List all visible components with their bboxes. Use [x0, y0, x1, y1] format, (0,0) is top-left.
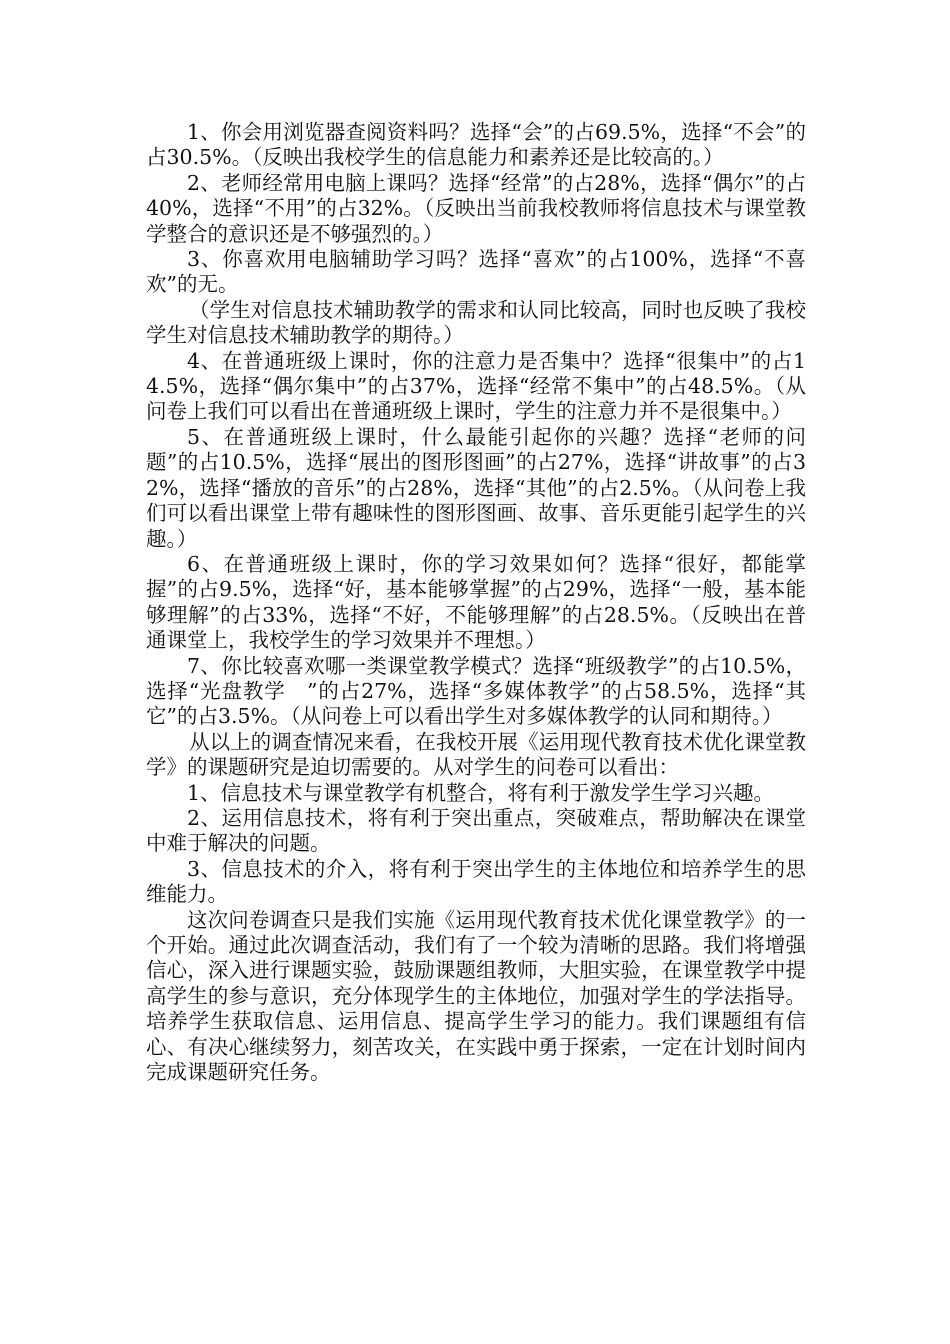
paragraph-q3-note: （学生对信息技术辅助教学的需求和认同比较高，同时也反映了我校学生对信息技术辅助教学的期待。） — [146, 297, 806, 348]
paragraph-q7: 7、你比较喜欢哪一类课堂教学模式？选择“班级教学”的占10.5%，选择“光盘教学 ”的占27%，选择“多媒体教学”的占58.5%，选择“其它”的占3.5%。（从问卷上可以看出学生对多媒体教学的认同和期待。） — [146, 653, 806, 729]
document-page — [146, 120, 806, 1085]
paragraph-summary-intro: 从以上的调查情况来看，在我校开展《运用现代教育技术优化课堂教学》的课题研究是迫切需要的。从对学生的问卷可以看出： — [146, 729, 806, 780]
paragraph-q1: 1、你会用浏览器查阅资料吗？选择“会”的占69.5%，选择“不会”的占30.5%。（反映出我校学生的信息能力和素养还是比较高的。） — [146, 120, 806, 170]
paragraph-q5: 5、在普通班级上课时，什么最能引起你的兴趣？选择“老师的问题”的占10.5%，选择“展出的图形图画”的占27%，选择“讲故事”的占32%，选择“播放的音乐”的占28%，选择“其他”的占2.5%。（从问卷上我们可以看出课堂上带有趣味性的图形图画、故事、音乐更能引起学生的兴趣。） — [146, 424, 806, 551]
paragraph-conclusion-3: 3、信息技术的介入，将有利于突出学生的主体地位和培养学生的思维能力。 — [146, 856, 806, 907]
paragraph-closing: 这次问卷调查只是我们实施《运用现代教育技术优化课堂教学》的一个开始。通过此次调查活动，我们有了一个较为清晰的思路。我们将增强信心，深入进行课题实验，鼓励课题组教师，大胆实验，在课堂教学中提高学生的参与意识，充分体现学生的主体地位，加强对学生的学法指导。培养学生获取信息、运用信息、提高学生学习的能力。我们课题组有信心、有决心继续努力，刻苦攻关，在实践中勇于探索，一定在计划时间内完成课题研究任务。 — [146, 907, 806, 1085]
paragraph-q6: 6、在普通班级上课时，你的学习效果如何？选择“很好，都能掌握”的占9.5%，选择“好，基本能够掌握”的占29%，选择“一般，基本能够理解”的占33%，选择“不好，不能够理解”的占28.5%。（反映出在普通课堂上，我校学生的学习效果并不理想。） — [146, 551, 806, 653]
paragraph-conclusion-1: 1、信息技术与课堂教学有机整合，将有利于激发学生学习兴趣。 — [187, 780, 775, 805]
paragraph-q2: 2、老师经常用电脑上课吗？选择“经常”的占28%，选择“偶尔”的占40%，选择“不用”的占32%。（反映出当前我校教师将信息技术与课堂教学整合的意识还是不够强烈的。） — [146, 170, 806, 246]
paragraph-q3: 3、你喜欢用电脑辅助学习吗？选择“喜欢”的占100%，选择“不喜欢”的无。 — [146, 247, 806, 297]
paragraph-conclusion-2: 2、运用信息技术，将有利于突出重点，突破难点，帮助解决在课堂中难于解决的问题。 — [146, 805, 806, 856]
paragraph-q4: 4、在普通班级上课时，你的注意力是否集中？选择“很集中”的占14.5%，选择“偶尔集中”的占37%，选择“经常不集中”的占48.5%。（从问卷上我们可以看出在普通班级上课时，学生的注意力并不是很集中。） — [146, 348, 806, 424]
